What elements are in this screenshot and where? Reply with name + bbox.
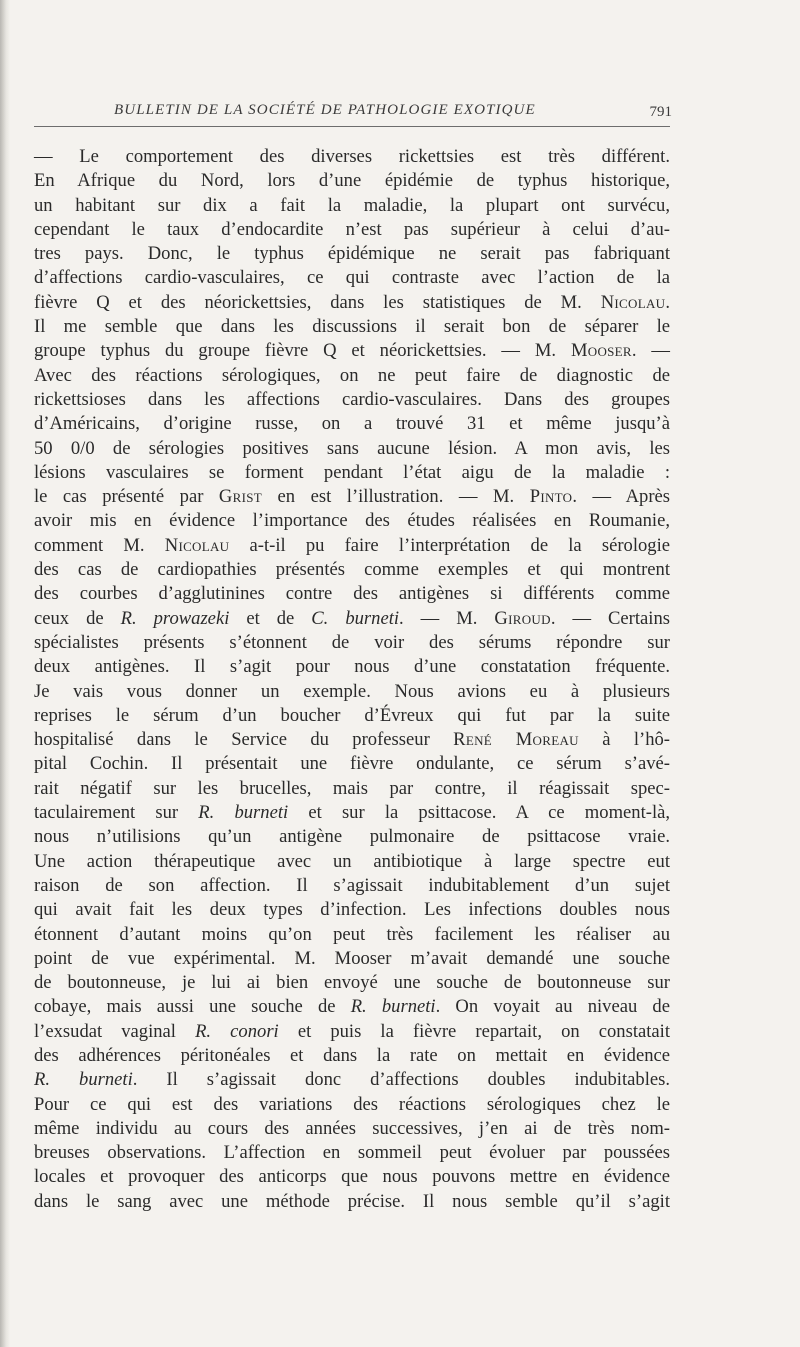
text-line: R. burneti. Il s’agissait donc d’affections doubles indubitables. (34, 1069, 670, 1091)
text-line: reprises le sérum d’un boucher d’Évreux qui fut par la suite (34, 704, 670, 726)
author-name: Grist (218, 486, 263, 508)
text-line: locales et provoquer des anticorps que nous pouvons mettre en évidence (34, 1166, 670, 1188)
species-name: R. burneti (198, 802, 289, 824)
text-line: deux antigènes. Il s’agit pour nous d’une constatation fréquente. (34, 656, 670, 678)
text-line: Il me semble que dans les discussions il serait bon de séparer le (34, 316, 670, 338)
text-line: raison de son affection. Il s’agissait indubitablement d’un sujet (34, 874, 670, 896)
text-line: pital Cochin. Il présentait une fièvre ondulante, ce sérum s’avé- (34, 753, 670, 775)
species-name: R. burneti (350, 996, 436, 1018)
text-line: même individu au cours des années successives, j’en ai de très nom- (34, 1117, 670, 1139)
text-line: un habitant sur dix a fait la maladie, la plupart ont survécu, (34, 194, 670, 216)
author-name: René Moreau (453, 729, 579, 751)
species-name: C. burneti (311, 607, 400, 629)
text-line: des adhérences péritonéales et dans la rate on mettait en évidence (34, 1044, 670, 1066)
text-line: d’affections cardio-vasculaires, ce qui contraste avec l’action de la (34, 267, 670, 289)
page-binding-shadow (0, 0, 10, 1347)
author-name: Pinto (529, 486, 573, 508)
author-name: Nicolau (164, 534, 230, 556)
text-line: Avec des réactions sérologiques, on ne peut faire de diagnostic de (34, 364, 670, 386)
text-line: qui avait fait les deux types d’infection. Les infections doubles nous (34, 899, 670, 921)
text-line: 50 0/0 de sérologies positives sans aucune lésion. A mon avis, les (34, 437, 670, 459)
article-body (34, 145, 670, 1214)
text-line: taculairement sur R. burneti et sur la psittacose. A ce moment-là, (34, 802, 671, 824)
text-line: comment M. Nicolau a-t-il pu faire l’interprétation de la sérologie (34, 534, 670, 556)
text-line: cobaye, mais aussi une souche de R. burneti. On voyait au niveau de (34, 996, 670, 1018)
text-line: le cas présenté par Grist en est l’illustration. — M. Pinto. — Après (34, 486, 670, 508)
text-line: étonnent d’autant moins qu’on peut très facilement les réaliser au (34, 923, 670, 945)
text-line: En Afrique du Nord, lors d’une épidémie de typhus historique, (34, 170, 670, 192)
author-name: Mooser (570, 340, 632, 362)
text-line: ceux de R. prowazeki et de C. burneti. — M. Giroud. — Certains (34, 607, 670, 629)
species-name: R. prowazeki (120, 607, 230, 629)
species-name: R. conori (195, 1020, 279, 1042)
page-number: 791 (649, 104, 672, 120)
text-line: breuses observations. L’affection en sommeil peut évoluer par poussées (34, 1142, 670, 1164)
species-name: R. burneti (34, 1069, 133, 1091)
text-line: l’exsudat vaginal R. conori et puis la fièvre repartait, on constatait (34, 1020, 671, 1042)
text-line: Pour ce qui est des variations des réactions sérologiques chez le (34, 1093, 670, 1115)
author-name: Nicolau (600, 291, 666, 313)
text-line: Une action thérapeutique avec un antibiotique à large spectre eut (34, 850, 670, 872)
text-line: rait négatif sur les brucelles, mais par contre, il réagissait spec- (34, 777, 670, 799)
text-line: point de vue expérimental. M. Mooser m’avait demandé une souche (34, 947, 670, 969)
text-line: dans le sang avec une méthode précise. Il nous semble qu’il s’agit (34, 1190, 670, 1212)
text-line: avoir mis en évidence l’importance des études réalisées en Roumanie, (34, 510, 670, 532)
text-line: nous n’utilisions qu’un antigène pulmonaire de psittacose vraie. (34, 826, 670, 848)
text-line: spécialistes présents s’étonnent de voir des sérums répondre sur (34, 631, 670, 653)
text-line: groupe typhus du groupe fièvre Q et néorickettsies. — M. Mooser. — (34, 340, 670, 362)
text-line: des cas de cardiopathies présentés comme exemples et qui montrent (34, 559, 670, 581)
text-line: — Le comportement des diverses rickettsies est très différent. (34, 146, 670, 167)
text-line: Je vais vous donner un exemple. Nous avions eu à plusieurs (34, 680, 670, 702)
text-line: hospitalisé dans le Service du professeur René Moreau à l’hô- (34, 729, 670, 751)
text-line: des courbes d’agglutinines contre des antigènes si différents comme (34, 583, 670, 605)
author-name: Giroud (494, 607, 551, 629)
text-line: fièvre Q et des néorickettsies, dans les statistiques de M. Nicolau. (34, 291, 670, 313)
journal-title: BULLETIN DE LA SOCIÉTÉ DE PATHOLOGIE EXOTIQUE (114, 102, 536, 118)
text-line: de boutonneuse, je lui ai bien envoyé une souche de boutonneuse sur (34, 972, 670, 994)
text-line: tres pays. Donc, le typhus épidémique ne serait pas fabriquant (34, 243, 670, 265)
text-line: rickettsioses dans les affections cardio-vasculaires. Dans des groupes (34, 388, 670, 410)
running-header (34, 100, 670, 127)
text-line: d’Américains, d’origine russe, on a trouvé 31 et même jusqu’à (34, 413, 670, 435)
text-line: lésions vasculaires se forment pendant l’état aigu de la maladie : (34, 461, 670, 483)
book-page (34, 100, 670, 1214)
text-line: cependant le taux d’endocardite n’est pas supérieur à celui d’au- (34, 218, 670, 240)
